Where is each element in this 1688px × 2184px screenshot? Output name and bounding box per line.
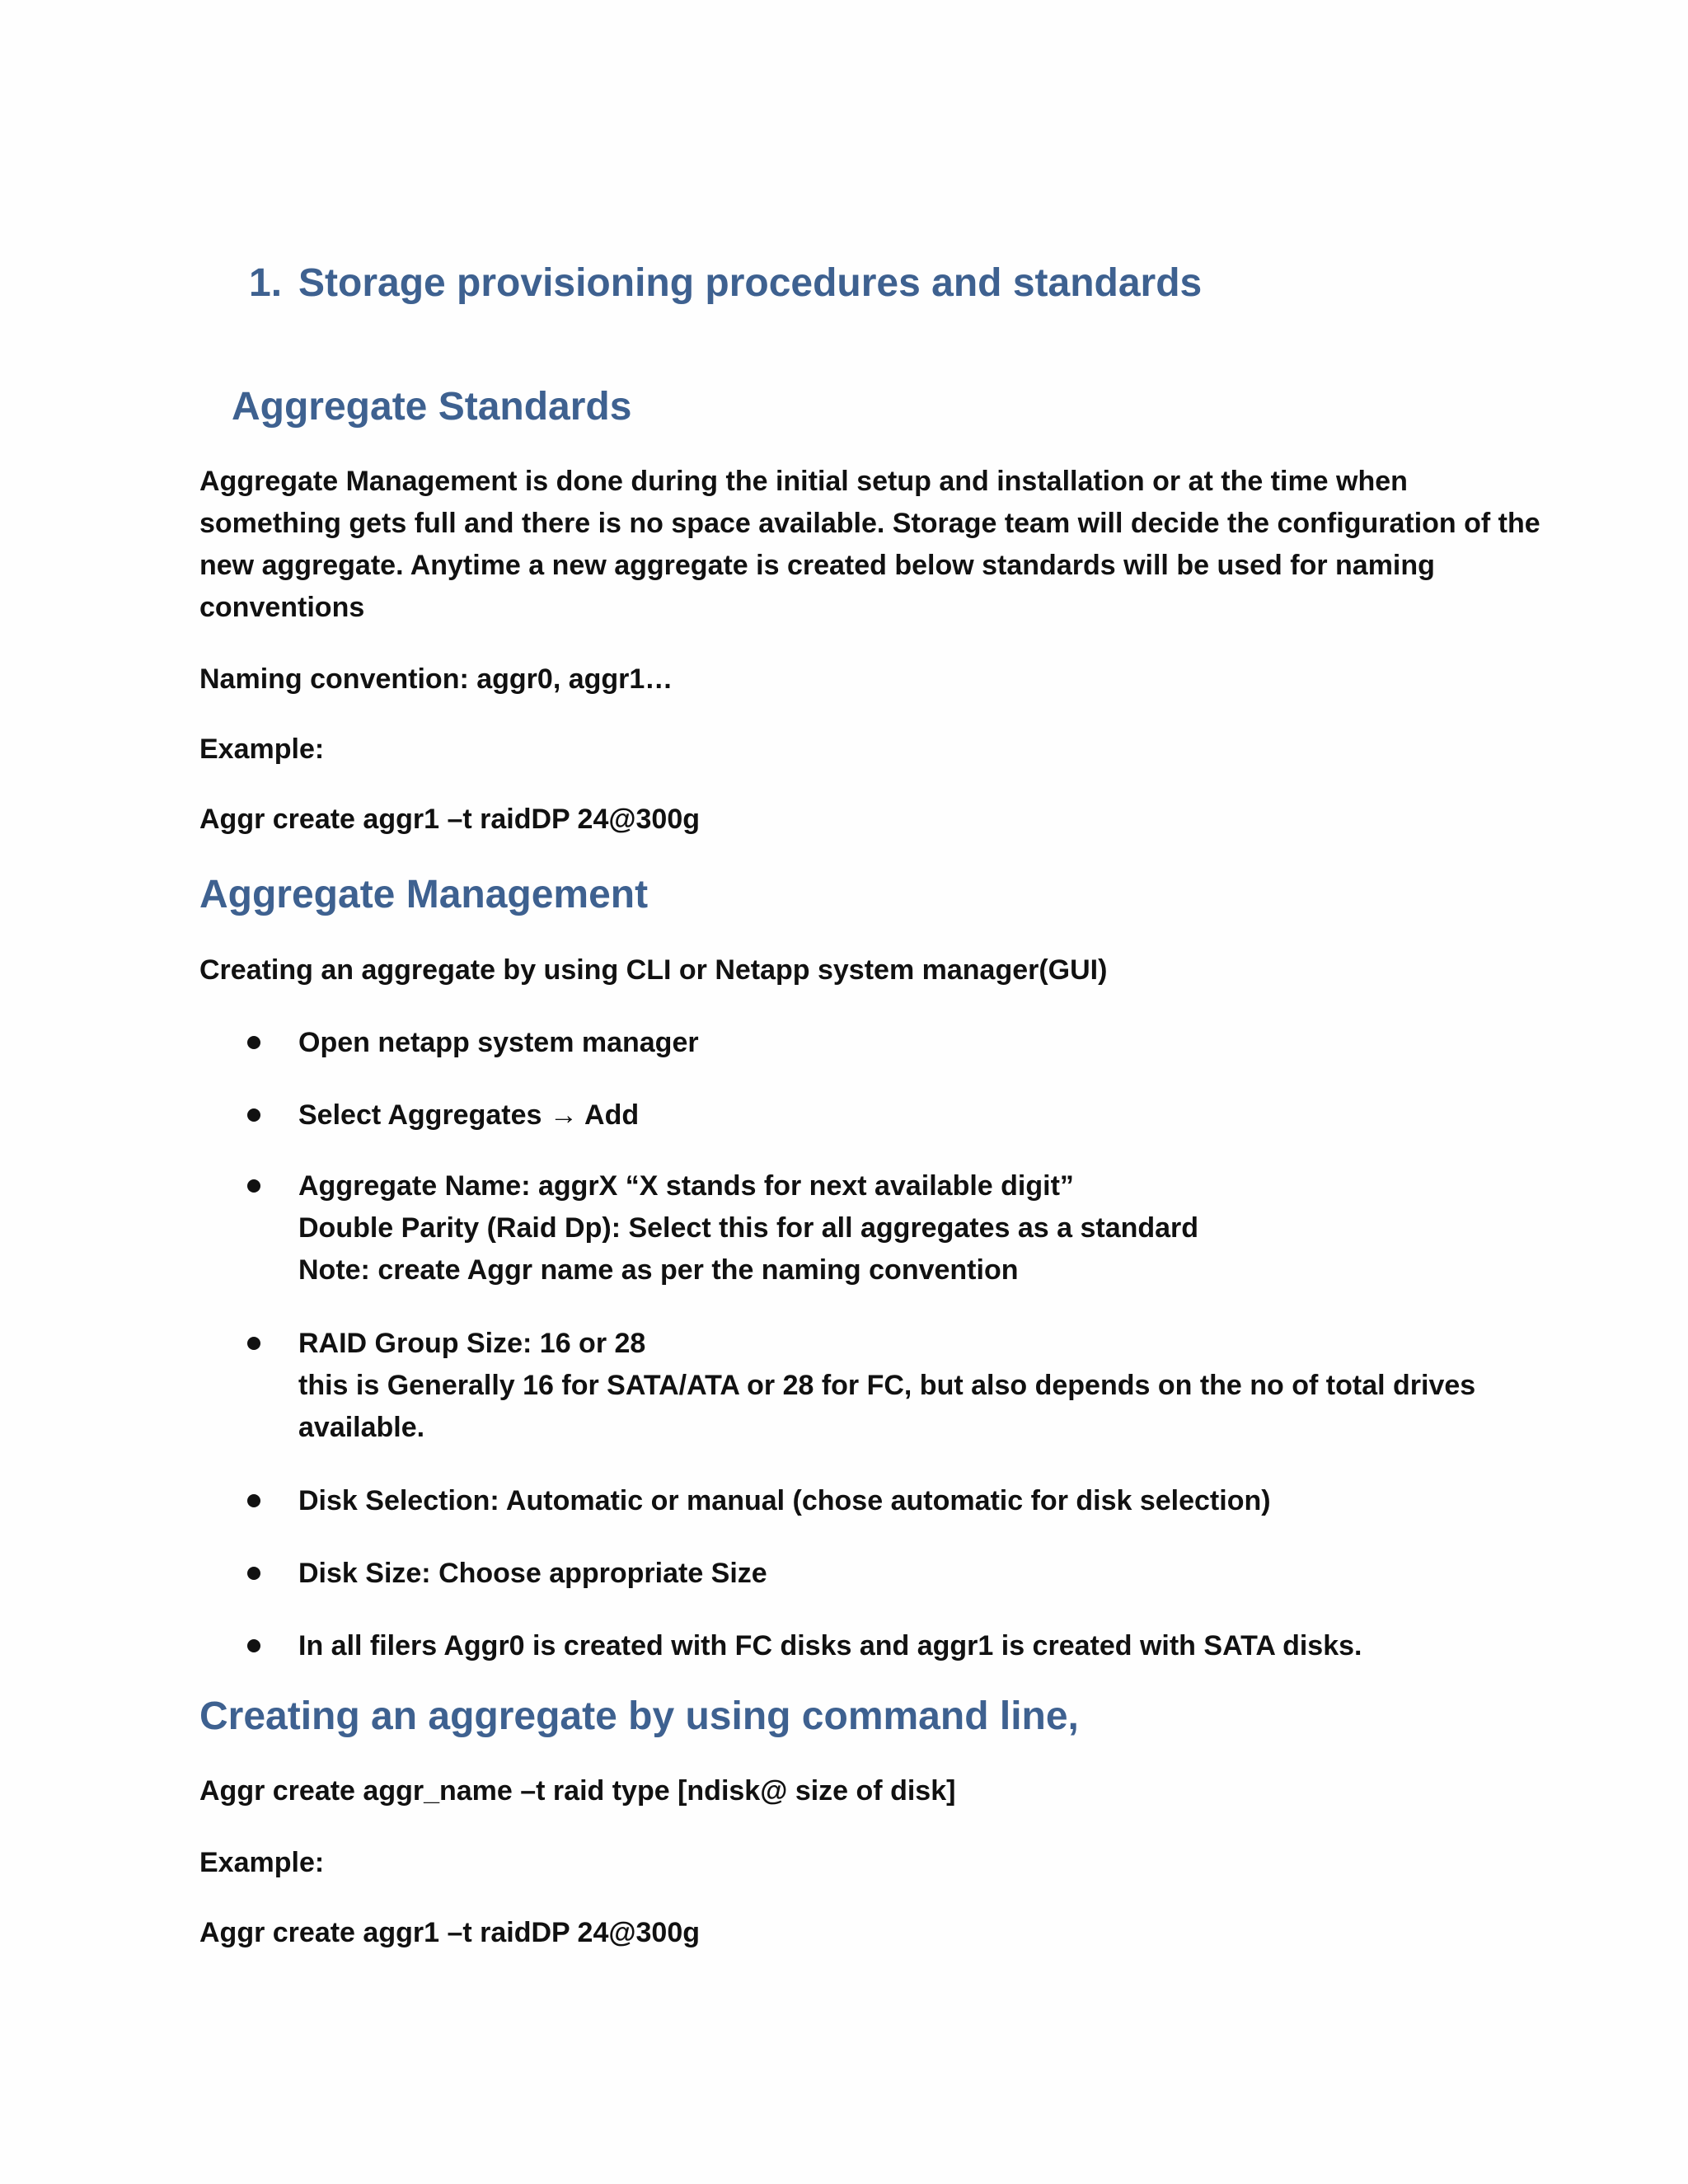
list-item-line: Open netapp system manager — [298, 1027, 699, 1058]
main-heading-number: 1. — [249, 261, 283, 305]
command-example: Aggr create aggr1 –t raidDP 24@300g — [199, 1917, 701, 1948]
example-command: Aggr create aggr1 –t raidDP 24@300g — [199, 804, 701, 835]
list-item-line: this is Generally 16 for SATA/ATA or 28 for FC, but also depends on the no of total drives — [298, 1370, 1476, 1401]
command-line-heading: Creating an aggregate by using command line, — [199, 1694, 1079, 1738]
bullet-dot — [247, 1036, 260, 1049]
list-item-line: Aggregate Name: aggrX “X stands for next available digit” — [298, 1170, 1074, 1202]
command-syntax: Aggr create aggr_name –t raid type [ndisk@ size of disk] — [199, 1775, 956, 1807]
list-item-line: In all filers Aggr0 is created with FC disks and aggr1 is created with SATA disks. — [298, 1630, 1362, 1661]
naming-convention: Naming convention: aggr0, aggr1… — [199, 663, 673, 695]
bullet-dot — [247, 1108, 260, 1122]
main-heading — [249, 260, 1202, 306]
list-item — [298, 1022, 699, 1064]
list-item-line: Double Parity (Raid Dp): Select this for all aggregates as a standard — [298, 1212, 1199, 1244]
paragraph-line: conventions — [199, 592, 365, 623]
list-item-line: Select Aggregates → Add — [298, 1099, 640, 1131]
bullet-dot — [247, 1494, 260, 1507]
list-item-line: RAID Group Size: 16 or 28 — [298, 1328, 646, 1359]
command-example-label: Example: — [199, 1847, 325, 1878]
list-item-line: Note: create Aggr name as per the naming convention — [298, 1254, 1019, 1286]
list-item — [298, 1480, 1271, 1522]
bullet-dot — [247, 1639, 260, 1652]
bullet-dot — [247, 1567, 260, 1580]
list-item — [298, 1094, 639, 1137]
aggregate-standards-heading: Aggregate Standards — [232, 385, 632, 429]
list-item-line: available. — [298, 1412, 425, 1443]
aggregate-management-heading: Aggregate Management — [199, 873, 649, 916]
list-item-line: Disk Selection: Automatic or manual (chose automatic for disk selection) — [298, 1485, 1271, 1516]
example-label: Example: — [199, 733, 325, 765]
aggregate-standards-paragraph — [199, 461, 1540, 629]
bullet-dot — [247, 1337, 260, 1350]
paragraph-line: something gets full and there is no space available. Storage team will decide the configuration of the — [199, 508, 1540, 539]
list-item — [298, 1323, 1475, 1449]
main-heading-text: Storage provisioning procedures and standards — [298, 261, 1203, 305]
paragraph-line: Aggregate Management is done during the initial setup and installation or at the time when — [199, 466, 1408, 497]
aggregate-management-intro: Creating an aggregate by using CLI or Netapp system manager(GUI) — [199, 954, 1108, 986]
list-item — [298, 1165, 1198, 1291]
paragraph-line: new aggregate. Anytime a new aggregate is created below standards will be used for naming — [199, 550, 1435, 581]
list-item — [298, 1553, 767, 1595]
list-item — [298, 1625, 1362, 1667]
list-item-line: Disk Size: Choose appropriate Size — [298, 1558, 767, 1589]
bullet-dot — [247, 1179, 260, 1193]
